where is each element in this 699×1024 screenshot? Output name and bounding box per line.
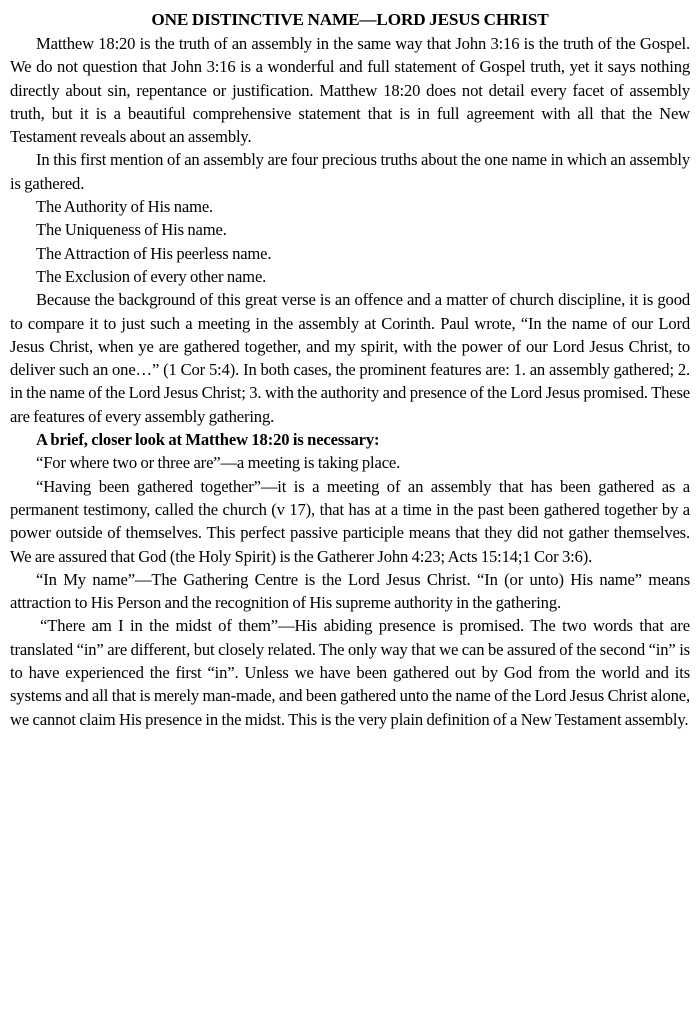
paragraph-gathered-together: “Having been gathered together”—it is a meeting of an assembly that has been gathered as a permanent testimony, called the church (v 17), that has at a time in the past been gathered together by a power outside of themselves. This perfect passive participle means that they did not gather themselves. We are assured that God (the Holy Spirit) is the Gatherer John 4:23; Acts 15:14;1 Cor 3:6). xyxy=(10,476,690,566)
page-title: ONE DISTINCTIVE NAME—LORD JESUS CHRIST xyxy=(151,10,549,29)
paragraph-four-truths: In this first mention of an assembly are four precious truths about the one name in which an assembly is gathered. xyxy=(10,150,690,193)
list-item-uniqueness: The Uniqueness of His name. xyxy=(36,220,227,240)
document-page xyxy=(10,8,690,731)
list-item-attraction: The Attraction of His peerless name. xyxy=(36,243,272,263)
list-item-authority: The Authority of His name. xyxy=(36,197,214,217)
paragraph-in-my-name: “In My name”—The Gathering Centre is the Lord Jesus Christ. “In (or unto) His name” means attraction to His Person and the recognition of His supreme authority in the gathering. xyxy=(10,569,690,613)
list-item-exclusion: The Exclusion of every other name. xyxy=(36,266,267,286)
paragraph-in-the-midst: “There am I in the midst of them”—His abiding presence is promised. The two words that are translated “in” are different, but closely related. The only way that we can be assured of the second “in” is to have experienced the first “in”. Unless we have been gathered out by God from the world and its systems and all that is merely man-made, and been gathered unto the name of the Lord Jesus Christ alone, we cannot claim His presence in the midst. This is the very plain definition of a New Testament assembly. xyxy=(10,616,690,729)
paragraph-intro: Matthew 18:20 is the truth of an assembly in the same way that John 3:16 is the truth of the Gospel. We do not question that John 3:16 is a wonderful and full statement of Gospel truth, yet it says nothing directly about sin, repentance or justification. Matthew 18:20 does not detail every facet of assembly truth, but it is a beautiful comprehensive statement that is in full agreement with all that the New Testament reveals about an assembly. xyxy=(10,34,690,147)
section-heading: A brief, closer look at Matthew 18:20 is necessary: xyxy=(36,430,380,450)
paragraph-corinth: Because the background of this great verse is an offence and a matter of church discipline, it is good to compare it to just such a meeting in the assembly at Corinth. Paul wrote, “In the name of our Lord Jesus Christ, when ye are gathered together, and my spirit, with the power of our Lord Jesus Christ, to deliver such an one…” (1 Cor 5:4). In both cases, the prominent features are: 1. an assembly gathered; 2. in the name of the Lord Jesus Christ; 3. with the authority and presence of the Lord Jesus promised. These are features of every assembly gathering. xyxy=(10,290,690,426)
paragraph-two-or-three: “For where two or three are”—a meeting is taking place. xyxy=(36,453,401,473)
